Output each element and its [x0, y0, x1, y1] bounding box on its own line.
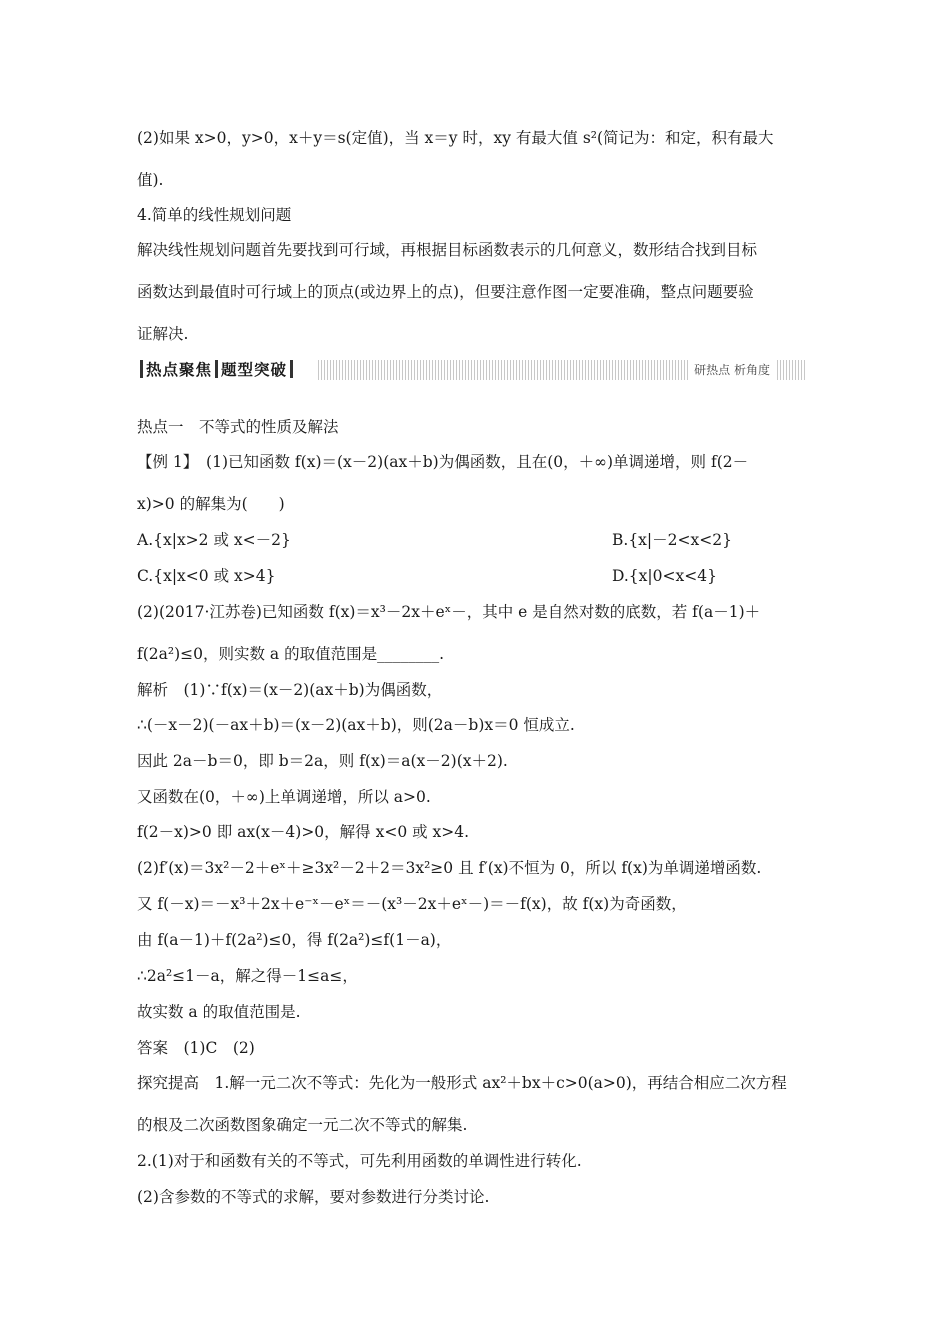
solution-line-7: 又 f(－x)＝－x³＋2x＋e⁻ˣ－eˣ＝－(x³－2x＋eˣ－)＝－f(x)，故 f(x)为奇函数，	[137, 895, 687, 913]
hot1-heading: 热点一 不等式的性质及解法	[137, 418, 339, 436]
item2-line2: 值).	[137, 171, 164, 189]
solution-line-5: f(2－x)>0 即 ax(x－4)>0，解得 x<0 或 x>4.	[137, 823, 470, 841]
solution-line-1: 解析 (1)∵f(x)＝(x－2)(ax＋b)为偶函数，	[137, 681, 443, 699]
item2-line1: (2)如果 x>0，y>0，x＋y＝s(定值)，当 x＝y 时，xy 有最大值 s²(简记为：和定，积有最大	[137, 129, 774, 147]
solution-line-9: ∴2a²≤1－a，解之得－1≤a≤，	[137, 967, 358, 985]
option-d: D.{x|0<x<4}	[612, 567, 717, 585]
section-banner	[133, 356, 806, 384]
example1-line1: 【例 1】 (1)已知函数 f(x)＝(x－2)(ax＋b)为偶函数，且在(0，＋∞)单调递增，则 f(2－	[137, 453, 749, 471]
item4-line1: 解决线性规划问题首先要找到可行域，再根据目标函数表示的几何意义，数形结合找到目标	[137, 241, 758, 259]
banner-part2: 题型突破	[221, 361, 288, 379]
banner-bar-icon	[215, 360, 218, 378]
solution-line-10: 故实数 a 的取值范围是.	[137, 1003, 301, 1021]
option-c: C.{x|x<0 或 x>4}	[137, 567, 276, 585]
option-b: B.{x|－2<x<2}	[612, 531, 732, 549]
item4-line3: 证解决.	[137, 325, 189, 343]
solution-line-2: ∴(－x－2)(－ax＋b)＝(x－2)(ax＋b)，则(2a－b)x＝0 恒成立.	[137, 716, 575, 734]
banner-tag: 研热点 析角度	[688, 360, 776, 380]
tips-line-3: 2.(1)对于和函数有关的不等式，可先利用函数的单调性进行转化.	[137, 1152, 582, 1170]
solution-line-4: 又函数在(0，＋∞)上单调递增，所以 a>0.	[137, 788, 431, 806]
q2-line1: (2)(2017·江苏卷)已知函数 f(x)＝x³－2x＋eˣ－，其中 e 是自然对数的底数，若 f(a－1)＋	[137, 603, 761, 621]
solution-line-6: (2)f′(x)＝3x²－2＋eˣ＋≥3x²－2＋2＝3x²≥0 且 f′(x)不恒为 0，所以 f(x)为单调递增函数.	[137, 859, 762, 877]
tips-line-1: 探究提高 1.解一元二次不等式：先化为一般形式 ax²＋bx＋c>0(a>0)，再结合相应二次方程	[137, 1074, 787, 1092]
tips-line-4: (2)含参数的不等式的求解，要对参数进行分类讨论.	[137, 1188, 490, 1206]
banner-bar-icon	[290, 360, 293, 378]
options-row-1	[137, 530, 820, 550]
q2-line2: f(2a²)≤0，则实数 a 的取值范围是________.	[137, 645, 445, 663]
tips-line-2: 的根及二次函数图象确定一元二次不等式的解集.	[137, 1116, 468, 1134]
banner-title	[133, 358, 300, 382]
options-row-2	[137, 566, 820, 586]
example1-line2: x)>0 的解集为( )	[137, 495, 285, 513]
banner-bar-icon	[140, 360, 143, 378]
solution-line-8: 由 f(a－1)＋f(2a²)≤0，得 f(2a²)≤f(1－a)，	[137, 931, 452, 949]
answer-line: 答案 (1)C (2)	[137, 1039, 255, 1057]
banner-part1: 热点聚焦	[146, 361, 213, 379]
item4-line2: 函数达到最值时可行域上的顶点(或边界上的点)，但要注意作图一定要准确，整点问题要验	[137, 283, 754, 301]
option-a: A.{x|x>2 或 x<－2}	[137, 531, 291, 549]
solution-line-3: 因此 2a－b＝0，即 b＝2a，则 f(x)＝a(x－2)(x＋2).	[137, 752, 508, 770]
item4-heading: 4.简单的线性规划问题	[137, 206, 292, 224]
